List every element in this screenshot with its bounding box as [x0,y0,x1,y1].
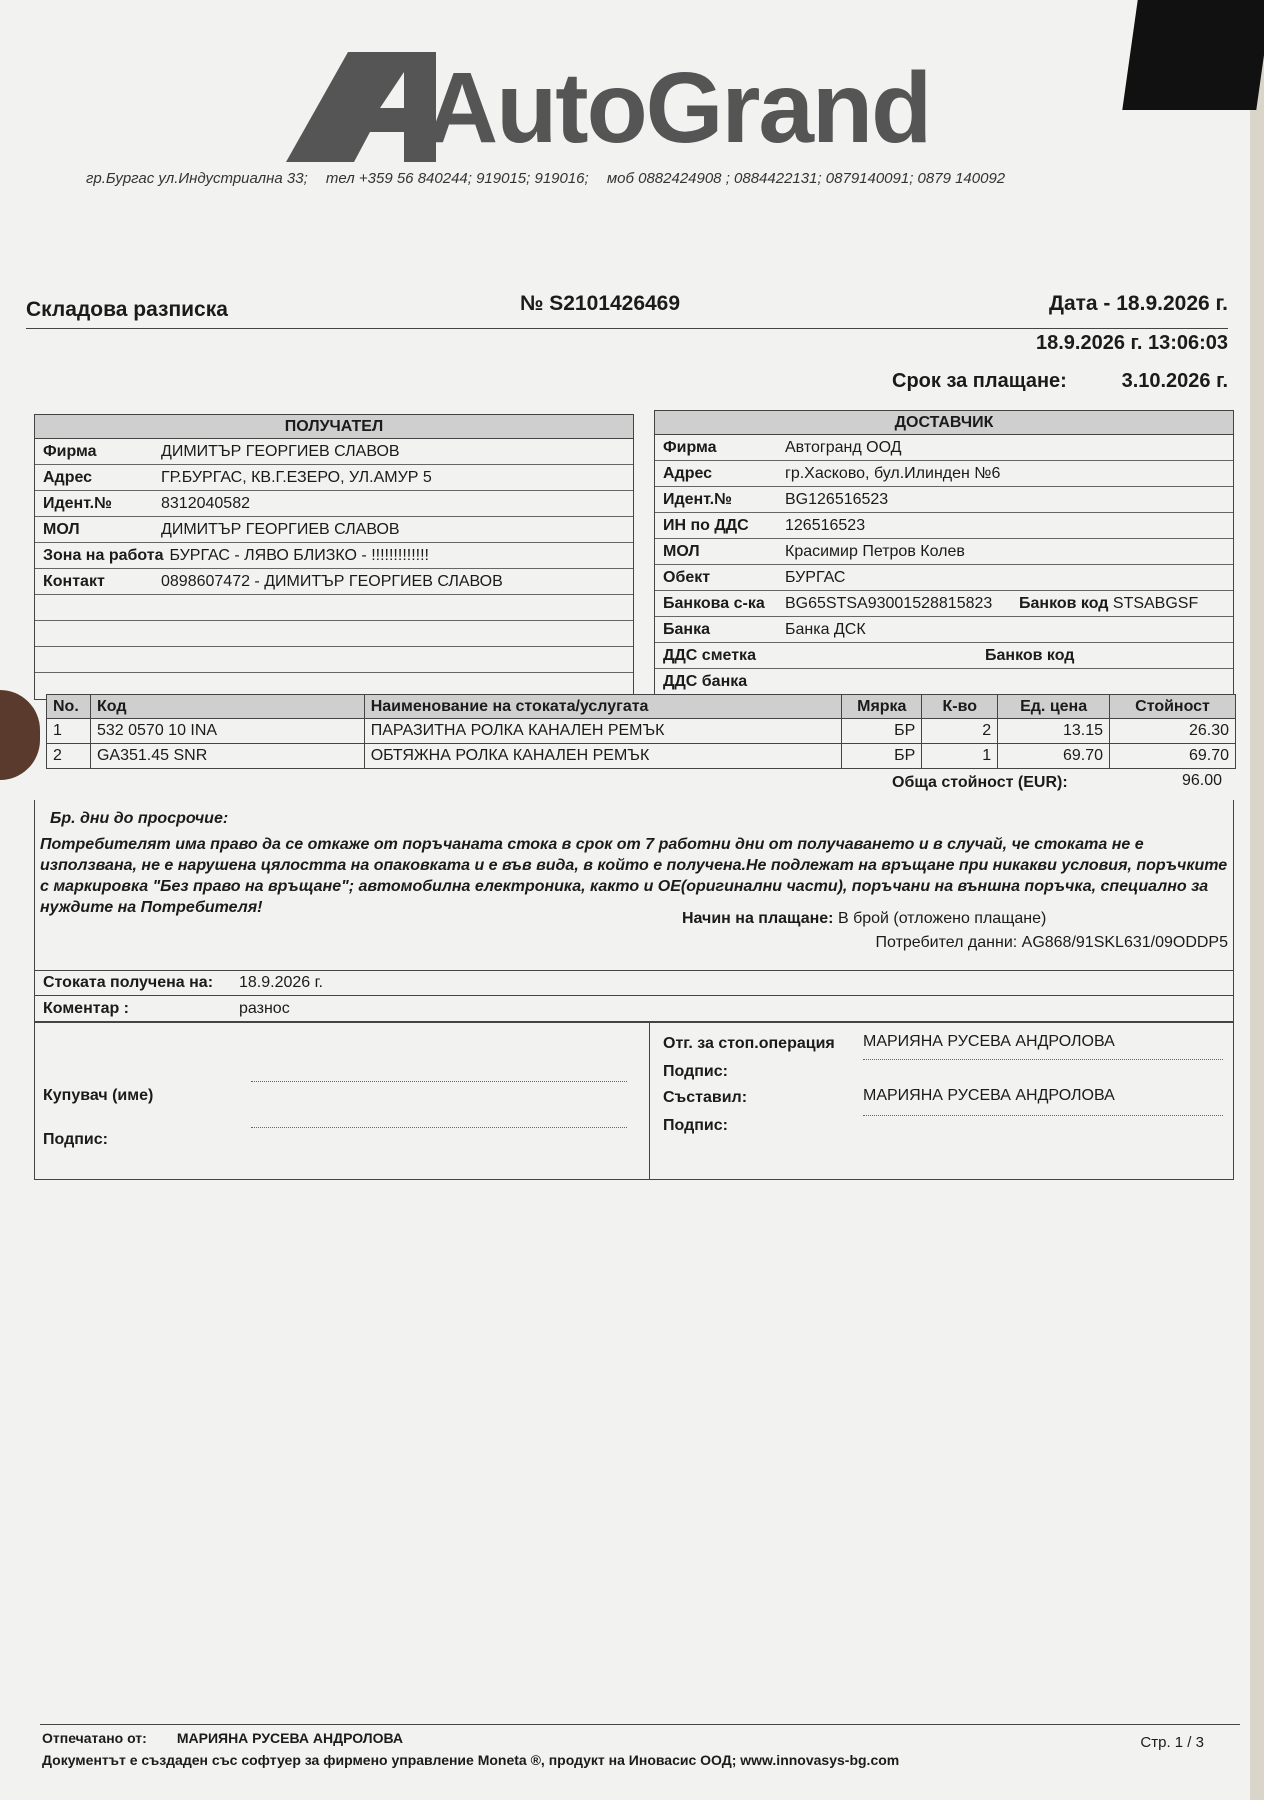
received-row [34,970,1234,996]
company-mobile: моб 0882424908 ; 0884422131; 0879140091; 0879 140092 [606,170,1006,187]
comment-value: разнос [239,999,290,1017]
recipient-empty-row [35,647,633,673]
overdue-days-label: Бр. дни до просрочие: [50,810,229,827]
recipient-row [35,517,633,543]
recipient-value: БУРГАС - ЛЯВО БЛИЗКО - !!!!!!!!!!!!! [169,546,429,564]
col-code: Код [90,695,364,719]
supplier-box [654,410,1234,696]
company-logo [286,52,1016,162]
supplier-row [655,487,1233,513]
logo-wordmark: AutoGrand [426,52,931,164]
supplier-bank-code [1019,595,1198,613]
col-unit: Мярка [842,695,922,719]
total-value: 96.00 [1181,772,1222,789]
recipient-heading: ПОЛУЧАТЕЛ [35,415,633,439]
recipient-value: ГР.БУРГАС, КВ.Г.ЕЗЕРО, УЛ.АМУР 5 [161,468,432,486]
recipient-row [35,543,633,569]
recipient-value: ДИМИТЪР ГЕОРГИЕВ СЛАВОВ [161,520,400,538]
item-unit: БР [842,744,922,769]
supplier-label: ИН по ДДС [663,516,749,534]
supplier-value: BG126516523 [785,490,889,508]
col-no: No. [47,695,91,719]
supplier-value: гр.Хасково, бул.Илинден №6 [785,464,1001,482]
item-code: GA351.45 SNR [90,744,364,769]
supplier-row [655,565,1233,591]
supplier-label: ДДС сметка [663,646,756,664]
item-amount: 26.30 [1110,719,1236,744]
recipient-row [35,439,633,465]
received-value: 18.9.2026 г. [239,974,323,991]
items-header-row [47,695,1236,719]
supplier-value: Банка ДСК [785,620,866,638]
supplier-value: 126516523 [785,516,866,534]
supplier-value: Красимир Петров Колев [785,542,965,560]
recipient-label: Адрес [43,468,93,486]
due-date-label: Срок за плащане: [892,370,1067,392]
recipient-box [34,414,634,700]
recipient-label: Контакт [43,572,105,590]
supplier-label: Обект [663,568,711,586]
supplier-label: ДДС банка [663,673,748,690]
item-unit: БР [842,719,922,744]
recipient-value: 0898607472 - ДИМИТЪР ГЕОРГИЕВ СЛАВОВ [161,572,503,590]
supplier-row [655,591,1233,617]
return-terms: Потребителят има право да се откаже от поръчаната стока в срок от 7 работни дни от получаването и в случай, че стоката не е използвана, не е нарушена цялостта на опаковката и е във вида, в който е получена.Не подлежат на връщане при никакви условия, поръчките с маркировка "Без право на връщане"; автомобилна електроника, както и ОЕ(оригинални части), поръчани на външна поръчка, специално за нуждите на Потребителя! [40,836,1228,916]
operation-responsible-label: Отг. за стоп.операция [663,1035,835,1052]
recipient-label: Зона на работа [43,546,164,564]
table-row [47,744,1236,769]
recipient-row [35,569,633,595]
supplier-row [655,513,1233,539]
item-name: ОБТЯЖНА РОЛКА КАНАЛЕН РЕМЪК [364,744,842,769]
supplier-row [655,435,1233,461]
recipient-row [35,465,633,491]
tape-strip [1122,0,1264,110]
document-date: Дата - 18.9.2026 г. [1048,292,1228,315]
document-title: Складова разписка [26,298,228,321]
logo-a-mark-icon [286,52,436,162]
company-address: гр.Бургас ул.Индустриална 33; [86,170,308,187]
received-label: Стоката получена на: [43,974,214,991]
document-number: № S2101426469 [520,292,681,315]
document-datetime: 18.9.2026 г. 13:06:03 [1035,332,1228,354]
composed-sign-line [863,1115,1223,1116]
operation-responsible-value: МАРИЯНА РУСЕВА АНДРОЛОВА [863,1033,1115,1050]
due-date-value: 3.10.2026 г. [1121,370,1228,392]
col-qty: К-во [922,695,998,719]
customer-data: Потребител данни: AG868/91SKL631/09ODDP5 [875,934,1228,951]
supplier-row [655,617,1233,643]
payment-method-value: В брой (отложено плащане) [837,910,1047,927]
supplier-label: Идент.№ [663,490,732,508]
supplier-value: Автогранд ООД [785,438,902,456]
table-row [47,719,1236,744]
supplier-row [655,539,1233,565]
composed-label: Съставил: [663,1089,748,1106]
company-phone: тел +359 56 840244; 919015; 919016; [325,170,589,187]
vat-bank-code-label: Банков код [985,646,1075,664]
printed-by-label: Отпечатано от: [42,1730,147,1746]
recipient-row [35,491,633,517]
item-name: ПАРАЗИТНА РОЛКА КАНАЛЕН РЕМЪК [364,719,842,744]
col-amount: Стойност [1110,695,1236,719]
recipient-value: 8312040582 [161,494,250,512]
supplier-row [655,461,1233,487]
software-note: Документът е създаден със софтуер за фирмено управление Moneta ®, продукт на Иновасис ООД; www.innovasys-bg.com [42,1752,900,1768]
recipient-empty-row [35,621,633,647]
supplier-label: Адрес [663,464,713,482]
item-qty: 2 [922,719,998,744]
bank-code-label: Банков код [1019,594,1109,612]
buyer-sign-line [251,1127,627,1128]
total-label: Обща стойност (EUR): [892,774,1068,791]
buyer-label: Купувач (име) [43,1087,154,1104]
supplier-row [655,669,1233,695]
comment-label: Коментар : [43,999,130,1017]
recipient-label: МОЛ [43,520,80,538]
signature-divider [649,1023,650,1179]
supplier-label: Банкова с-ка [663,594,765,612]
payment-method [682,910,1046,928]
buyer-sign-label: Подпис: [43,1131,108,1148]
payment-method-label: Начин на плащане: [682,910,834,927]
company-contacts [86,170,1196,187]
item-code: 532 0570 10 INA [90,719,364,744]
item-amount: 69.70 [1110,744,1236,769]
operation-sign-line [863,1059,1223,1060]
supplier-label: Фирма [663,438,717,456]
supplier-row [655,643,1233,669]
composed-value: МАРИЯНА РУСЕВА АНДРОЛОВА [863,1087,1115,1104]
comment-row [34,996,1234,1022]
items-table [46,694,1236,769]
recipient-empty-row [35,595,633,621]
supplier-vat-bank-code [985,647,1074,665]
page-number: Стр. 1 / 3 [1140,1734,1204,1751]
item-no: 2 [47,744,91,769]
bank-code-value: STSABGSF [1112,594,1199,612]
col-name: Наименование на стоката/услугата [364,695,842,719]
item-unit-price: 13.15 [998,719,1110,744]
supplier-label: МОЛ [663,542,700,560]
footer-divider [40,1724,1240,1725]
printed-by [42,1730,403,1746]
operation-sign-label: Подпис: [663,1063,728,1080]
recipient-value: ДИМИТЪР ГЕОРГИЕВ СЛАВОВ [161,442,400,460]
supplier-value: BG65STSA93001528815823 [785,594,993,612]
buyer-name-line [251,1081,627,1082]
supplier-value: БУРГАС [785,568,846,586]
item-qty: 1 [922,744,998,769]
printed-by-value: МАРИЯНА РУСЕВА АНДРОЛОВА [176,1730,404,1746]
item-unit-price: 69.70 [998,744,1110,769]
supplier-heading: ДОСТАВЧИК [655,411,1233,435]
col-unit-price: Ед. цена [998,695,1110,719]
recipient-label: Идент.№ [43,494,112,512]
title-divider [26,328,1228,329]
item-no: 1 [47,719,91,744]
recipient-label: Фирма [43,442,97,460]
signature-box [34,1022,1234,1180]
supplier-label: Банка [663,620,710,638]
composed-sign-label: Подпис: [663,1117,728,1134]
